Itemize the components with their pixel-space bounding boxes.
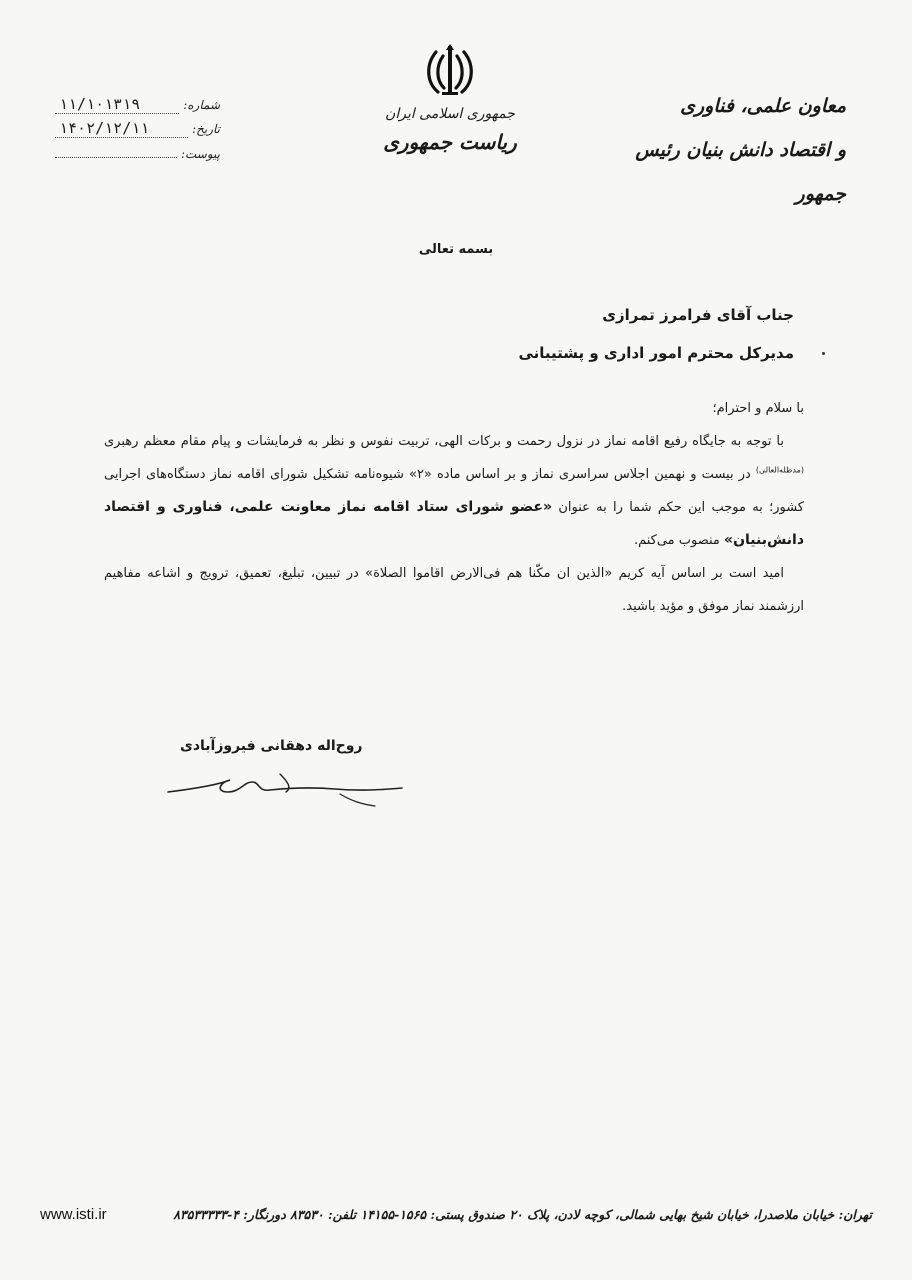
letter-body: [104, 392, 804, 623]
number-row: [55, 93, 220, 117]
attachment-label: پیوست:: [180, 147, 220, 161]
number-label: شماره:: [183, 98, 220, 112]
emblem-title: ریاست جمهوری: [383, 130, 517, 154]
paragraph-1: [104, 425, 804, 557]
addressee: [294, 296, 794, 372]
footer-address: تهران: خیابان ملاصدرا، خیابان شیخ بهایی شمالی، کوچه لادن، پلاک ۲۰ صندوق پستی: ۱۵۶۵-۱۴۱۵۵ تلفن: ۸۳۵۳۰ دورنگار: ۴-۸۳۵۳۳۳۳۳: [173, 1207, 872, 1222]
date-row: [55, 117, 220, 141]
p1-text-a: با توجه به جایگاه رفیع اقامه نماز در نزول رحمت و برکات الهی، تربیت نفوس و نظر به فرمایشات و پیام مقام معظم رهبری: [104, 434, 784, 449]
footer: [40, 1206, 872, 1223]
p1-text-c: منصوب می‌کنم.: [633, 533, 720, 548]
date-label: تاریخ:: [192, 122, 220, 136]
p1-appointment-title: «عضو شورای ستاد اقامه نماز معاونت علمی، فناوری و اقتصاد دانش‌بنیان»: [104, 499, 804, 548]
handwritten-signature: [160, 770, 410, 810]
letterhead-center: [375, 42, 525, 154]
margin-dot: [822, 352, 825, 355]
addressee-title: مدیرکل محترم امور اداری و پشتیبانی: [518, 344, 794, 362]
website-link[interactable]: www.isti.ir: [40, 1206, 107, 1223]
signer-name: روح‌اله دهقانی فیروزآبادی: [180, 738, 363, 754]
attachment-value: [55, 141, 177, 158]
iran-emblem-icon: [424, 42, 476, 100]
greeting: با سلام و احترام؛: [712, 401, 804, 416]
office-title: [586, 84, 846, 216]
date-value: ۱۴۰۲/۱۲/۱۱: [55, 119, 188, 138]
office-line-2: و اقتصاد دانش بنیان رئیس جمهور: [635, 139, 846, 205]
paragraph-2: امید است بر اساس آیه کریم «الذین ان مکّنا هم فی‌الارض اقاموا الصلاة» در تبیین، تبلیغ، تعمیق، ترویج و اشاعه مفاهیم ارزشمند نماز موفق و مؤید باشید.: [104, 566, 804, 614]
p1-text-b: در بیست و نهمین اجلاس سراسری نماز و بر اساس ماده «۲» شیوه‌نامه تشکیل شورای اقامه نماز دستگاه‌های اجرایی کشور؛ به موجب این حکم شما را به عنوان: [104, 467, 804, 515]
addressee-name: جناب آقای فرامرز تمرازی: [602, 306, 794, 324]
p1-honorific: (مدظله‌العالی): [755, 465, 804, 475]
number-value: ۱۱/۱۰۱۳۱۹: [55, 95, 179, 114]
office-line-1: معاون علمی، فناوری: [680, 95, 846, 117]
emblem-subtitle: جمهوری اسلامی ایران: [385, 106, 515, 122]
invocation: بسمه تعالی: [418, 242, 494, 257]
letter-meta: [55, 93, 220, 166]
attachment-row: [55, 141, 220, 166]
